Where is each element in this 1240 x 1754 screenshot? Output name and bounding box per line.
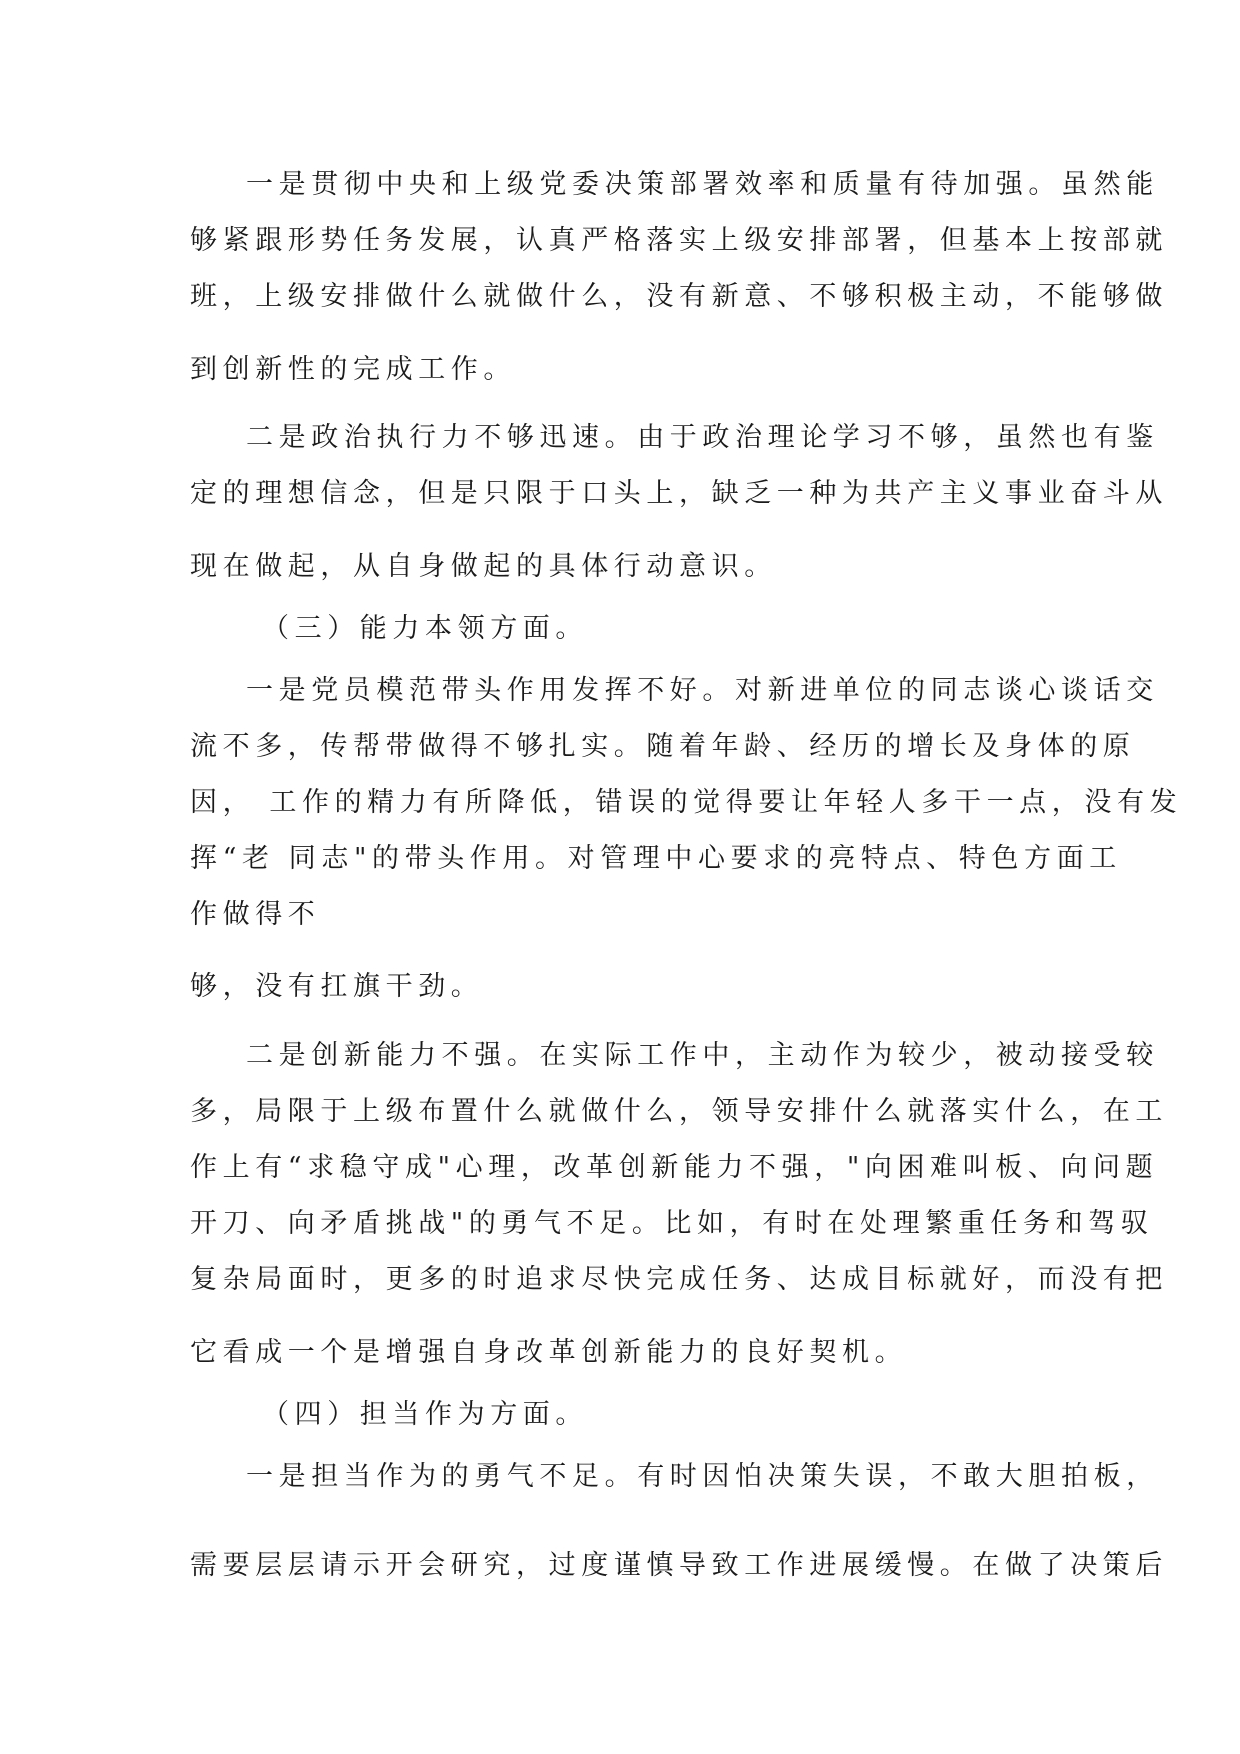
paragraph-line: 二是创新能力不强。在实际工作中，主动作为较少，被动接受较 bbox=[246, 1040, 1159, 1071]
paragraph-line: 作上有“求稳守成"心理，改革创新能力不强，"向困难叫板、向问题 bbox=[190, 1152, 1159, 1183]
paragraph-line: 班，上级安排做什么就做什么，没有新意、不够积极主动，不能够做 bbox=[190, 281, 1168, 312]
paragraph-line: 挥“老 同志"的带头作用。对管理中心要求的亮特点、特色方面工 bbox=[190, 843, 1122, 874]
paragraph-line: 够，没有扛旗干劲。 bbox=[190, 971, 484, 1002]
paragraph-line: 二是政治执行力不够迅速。由于政治理论学习不够，虽然也有鉴 bbox=[246, 422, 1159, 453]
paragraph-line: 多，局限于上级布置什么就做什么，领导安排什么就落实什么，在工 bbox=[190, 1096, 1168, 1127]
paragraph-line: 流不多，传帮带做得不够扎实。随着年龄、经历的增长及身体的原 bbox=[190, 731, 1136, 762]
paragraph-line: 它看成一个是增强自身改革创新能力的良好契机。 bbox=[190, 1337, 908, 1368]
paragraph-line: 开刀、向矛盾挑战"的勇气不足。比如，有时在处理繁重任务和驾驭 bbox=[190, 1208, 1154, 1239]
paragraph-line: 作做得不 bbox=[190, 899, 321, 930]
paragraph-line: 一是担当作为的勇气不足。有时因怕决策失误，不敢大胆拍板， bbox=[246, 1461, 1159, 1492]
paragraph-line: 到创新性的完成工作。 bbox=[190, 354, 516, 385]
section-heading: （四）担当作为方面。 bbox=[262, 1399, 588, 1430]
section-heading: （三）能力本领方面。 bbox=[262, 613, 588, 644]
paragraph-line: 需要层层请示开会研究，过度谨慎导致工作进展缓慢。在做了决策后 bbox=[190, 1550, 1168, 1581]
paragraph-line: 现在做起，从自身做起的具体行动意识。 bbox=[190, 551, 777, 582]
paragraph-line: 定的理想信念，但是只限于口头上，缺乏一种为共产主义事业奋斗从 bbox=[190, 478, 1168, 509]
paragraph-line: 一是党员模范带头作用发挥不好。对新进单位的同志谈心谈话交 bbox=[246, 675, 1159, 706]
paragraph-line: 复杂局面时，更多的时追求尽快完成任务、达成目标就好，而没有把 bbox=[190, 1264, 1168, 1295]
paragraph-line: 因， 工作的精力有所降低，错误的觉得要让年轻人多干一点，没有发 bbox=[190, 787, 1183, 818]
paragraph-line: 够紧跟形势任务发展，认真严格落实上级安排部署，但基本上按部就 bbox=[190, 225, 1168, 256]
paragraph-line: 一是贯彻中央和上级党委决策部署效率和质量有待加强。虽然能 bbox=[246, 169, 1159, 200]
